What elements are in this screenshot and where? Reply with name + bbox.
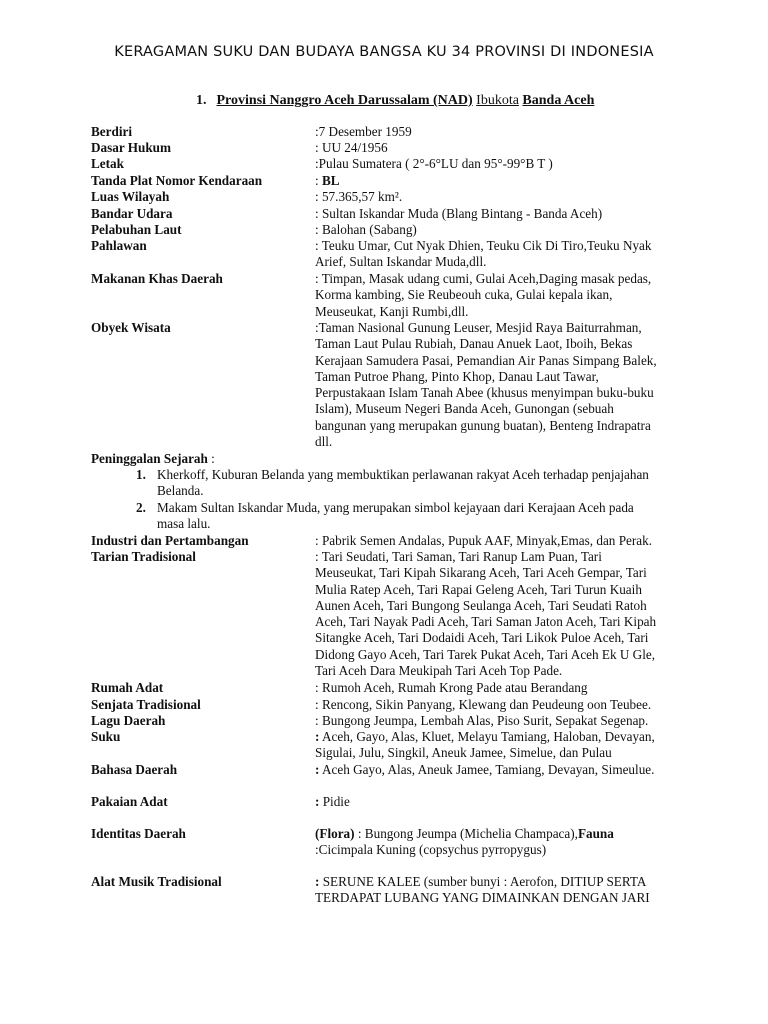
value-line: Mulia Ratep Aceh, Tari Rapai Geleng Aceh, Tari Turun Kuaih bbox=[315, 581, 642, 597]
plat-prefix: : bbox=[315, 173, 319, 188]
value-line: : Teuku Umar, Cut Nyak Dhien, Teuku Cik Di Tiro,Teuku Nyak bbox=[315, 238, 652, 253]
heading-capital: Banda Aceh bbox=[522, 93, 595, 108]
value-line bbox=[315, 826, 677, 842]
section-heading bbox=[196, 93, 594, 109]
value-makanan bbox=[315, 271, 677, 320]
fauna-text: :Cicimpala Kuning (copsychus pyrropygus) bbox=[315, 842, 547, 858]
value-line: Kerajaan Samudera Pasai, Pemandian Air Panas Simpang Balek, bbox=[315, 352, 657, 368]
label-obyek-wisata: Obyek Wisata bbox=[91, 320, 171, 335]
label-pelabuhan: Pelabuhan Laut bbox=[91, 222, 182, 237]
value-identitas-daerah bbox=[315, 826, 677, 859]
label-lagu-daerah: Lagu Daerah bbox=[91, 713, 166, 728]
value-obyek-wisata bbox=[315, 320, 677, 450]
value-tarian bbox=[315, 549, 677, 679]
list-item-line: Makam Sultan Iskandar Muda, yang merupakan simbol kejayaan dari Kerajaan Aceh pada bbox=[157, 500, 634, 515]
flora-label: (Flora) bbox=[315, 826, 355, 841]
flora-text: : Bungong Jeumpa (Michelia Champaca), bbox=[354, 826, 578, 841]
label-luas: Luas Wilayah bbox=[91, 189, 170, 204]
value-line: Meuseukat, Kanji Rumbi,dll. bbox=[315, 303, 469, 319]
value-line: Taman Putroe Phang, Pinto Khop, Danau Laut Tawar, bbox=[315, 368, 599, 384]
value-industri: : Pabrik Semen Andalas, Pupuk AAF, Minyak,Emas, dan Perak. bbox=[315, 533, 653, 548]
label-peninggalan bbox=[91, 451, 215, 467]
value-line: Arief, Sultan Iskandar Muda,dll. bbox=[315, 254, 487, 270]
value-dasar-hukum: : UU 24/1956 bbox=[315, 140, 388, 155]
value-line: : Tari Seudati, Tari Saman, Tari Ranup Lam Puan, Tari bbox=[315, 549, 602, 564]
value-pelabuhan: : Balohan (Sabang) bbox=[315, 222, 417, 237]
value-bahasa-daerah bbox=[315, 762, 677, 778]
peninggalan-colon: : bbox=[207, 451, 215, 466]
list-item-line: Kherkoff, Kuburan Belanda yang membuktikan perlawanan rakyat Aceh terhadap penjajahan bbox=[157, 467, 649, 482]
value-suku bbox=[315, 729, 677, 762]
label-rumah-adat: Rumah Adat bbox=[91, 680, 164, 695]
plat-code: BL bbox=[321, 173, 340, 188]
bahasa-prefix: : bbox=[315, 762, 320, 777]
value-berdiri: :7 Desember 1959 bbox=[315, 124, 412, 139]
value-line: Meuseukat, Tari Kipah Sikarang Aceh, Tari Aceh Gempar, Tari bbox=[315, 565, 647, 581]
label-industri: Industri dan Pertambangan bbox=[91, 533, 249, 548]
value-line: TERDAPAT LUBANG YANG DIMAINKAN DENGAN JARI bbox=[315, 890, 650, 906]
fauna-label: Fauna bbox=[577, 826, 614, 841]
bahasa-text: Aceh Gayo, Alas, Aneuk Jamee, Tamiang, Devayan, Simeulue. bbox=[319, 762, 655, 777]
value-line bbox=[315, 874, 677, 890]
value-plat bbox=[315, 173, 677, 189]
value-line: Aunen Aceh, Tari Bungong Seulanga Aceh, Tari Seudati Ratoh bbox=[315, 597, 647, 613]
page-title: KERAGAMAN SUKU DAN BUDAYA BANGSA KU 34 PROVINSI DI INDONESIA bbox=[114, 44, 654, 60]
label-berdiri: Berdiri bbox=[91, 124, 133, 139]
label-alat-musik: Alat Musik Tradisional bbox=[91, 874, 222, 889]
list-item-line: masa lalu. bbox=[157, 516, 211, 532]
pakaian-prefix: : bbox=[315, 794, 320, 809]
list-item-number: 2. bbox=[136, 500, 146, 515]
suku-prefix: : bbox=[315, 729, 320, 744]
heading-province: Provinsi Nanggro Aceh Darussalam (NAD) bbox=[216, 93, 473, 108]
label-senjata: Senjata Tradisional bbox=[91, 697, 201, 712]
peninggalan-title: Peninggalan Sejarah bbox=[91, 451, 208, 466]
alat-musik-prefix: : bbox=[315, 874, 320, 889]
value-line: :Taman Nasional Gunung Leuser, Mesjid Raya Baiturrahman, bbox=[315, 320, 642, 335]
suku-line-1: Aceh, Gayo, Alas, Kluet, Melayu Tamiang, Haloban, Devayan, bbox=[319, 729, 655, 744]
value-senjata: : Rencong, Sikin Panyang, Klewang dan Peudeung oon Teubee. bbox=[315, 697, 652, 712]
list-item-text bbox=[157, 467, 687, 500]
label-identitas-daerah: Identitas Daerah bbox=[91, 826, 186, 841]
value-line: Perpustakaan Islam Tanah Abee (khusus menyimpan buku-buku bbox=[315, 385, 654, 401]
value-lagu-daerah: : Bungong Jeumpa, Lembah Alas, Piso Surit, Sepakat Segenap. bbox=[315, 713, 649, 728]
label-letak: Letak bbox=[91, 156, 124, 171]
value-line: dll. bbox=[315, 434, 333, 450]
label-suku: Suku bbox=[91, 729, 121, 744]
label-pahlawan: Pahlawan bbox=[91, 238, 147, 253]
value-pakaian-adat bbox=[315, 794, 677, 810]
label-dasar-hukum: Dasar Hukum bbox=[91, 140, 172, 155]
value-line: Didong Gayo Aceh, Tari Tarek Pukat Aceh, Tari Aceh Ek U Gle, bbox=[315, 646, 656, 662]
label-makanan: Makanan Khas Daerah bbox=[91, 271, 223, 286]
label-tarian: Tarian Tradisional bbox=[91, 549, 196, 564]
label-bandar-udara: Bandar Udara bbox=[91, 206, 173, 221]
value-luas: : 57.365,57 km². bbox=[315, 189, 403, 204]
value-line: Islam), Museum Negeri Banda Aceh, Gunongan (sebuah bbox=[315, 401, 614, 417]
pakaian-text: Pidie bbox=[319, 794, 350, 809]
value-line: Sigulai, Julu, Singkil, Aneuk Jamee, Simelue, dan Pulau bbox=[315, 745, 612, 761]
label-pakaian-adat: Pakaian Adat bbox=[91, 794, 168, 809]
value-alat-musik bbox=[315, 874, 677, 907]
value-line: Sitangke Aceh, Tari Dodaidi Aceh, Tari Likok Puloe Aceh, Tari bbox=[315, 630, 649, 646]
value-rumah-adat: : Rumoh Aceh, Rumah Krong Pade atau Berandang bbox=[315, 680, 588, 695]
label-plat: Tanda Plat Nomor Kendaraan bbox=[91, 173, 263, 188]
value-pahlawan bbox=[315, 238, 677, 271]
value-line bbox=[315, 729, 677, 745]
value-line: bangunan yang merupakan gunung buatan), Benteng Indrapatra bbox=[315, 417, 651, 433]
value-letak: :Pulau Sumatera ( 2°-6°LU dan 95°-99°B T ) bbox=[315, 156, 553, 171]
value-line: Korma kambing, Sie Reubeouh cuka, Gulai kepala ikan, bbox=[315, 287, 613, 303]
value-line: Tari Aceh Dara Meukipah Tari Aceh Top Pade. bbox=[315, 663, 563, 679]
value-line: Aceh, Tari Nayak Padi Aceh, Tari Saman Jaton Aceh, Tari Kipah bbox=[315, 614, 657, 630]
list-item-text bbox=[157, 500, 687, 533]
heading-number: 1. bbox=[196, 93, 207, 108]
value-line: : Timpan, Masak udang cumi, Gulai Aceh,Daging masak pedas, bbox=[315, 271, 652, 286]
heading-ibukota-label: Ibukota bbox=[476, 93, 519, 108]
value-line: Taman Laut Pulau Rubiah, Danau Anuek Laot, Iboih, Bekas bbox=[315, 336, 633, 352]
value-bandar-udara: : Sultan Iskandar Muda (Blang Bintang - Banda Aceh) bbox=[315, 206, 603, 221]
list-item-number: 1. bbox=[136, 467, 146, 482]
alat-musik-line-1: SERUNE KALEE (sumber bunyi : Aerofon, DITIUP SERTA bbox=[319, 874, 647, 889]
list-item-line: Belanda. bbox=[157, 483, 204, 499]
label-bahasa-daerah: Bahasa Daerah bbox=[91, 762, 178, 777]
